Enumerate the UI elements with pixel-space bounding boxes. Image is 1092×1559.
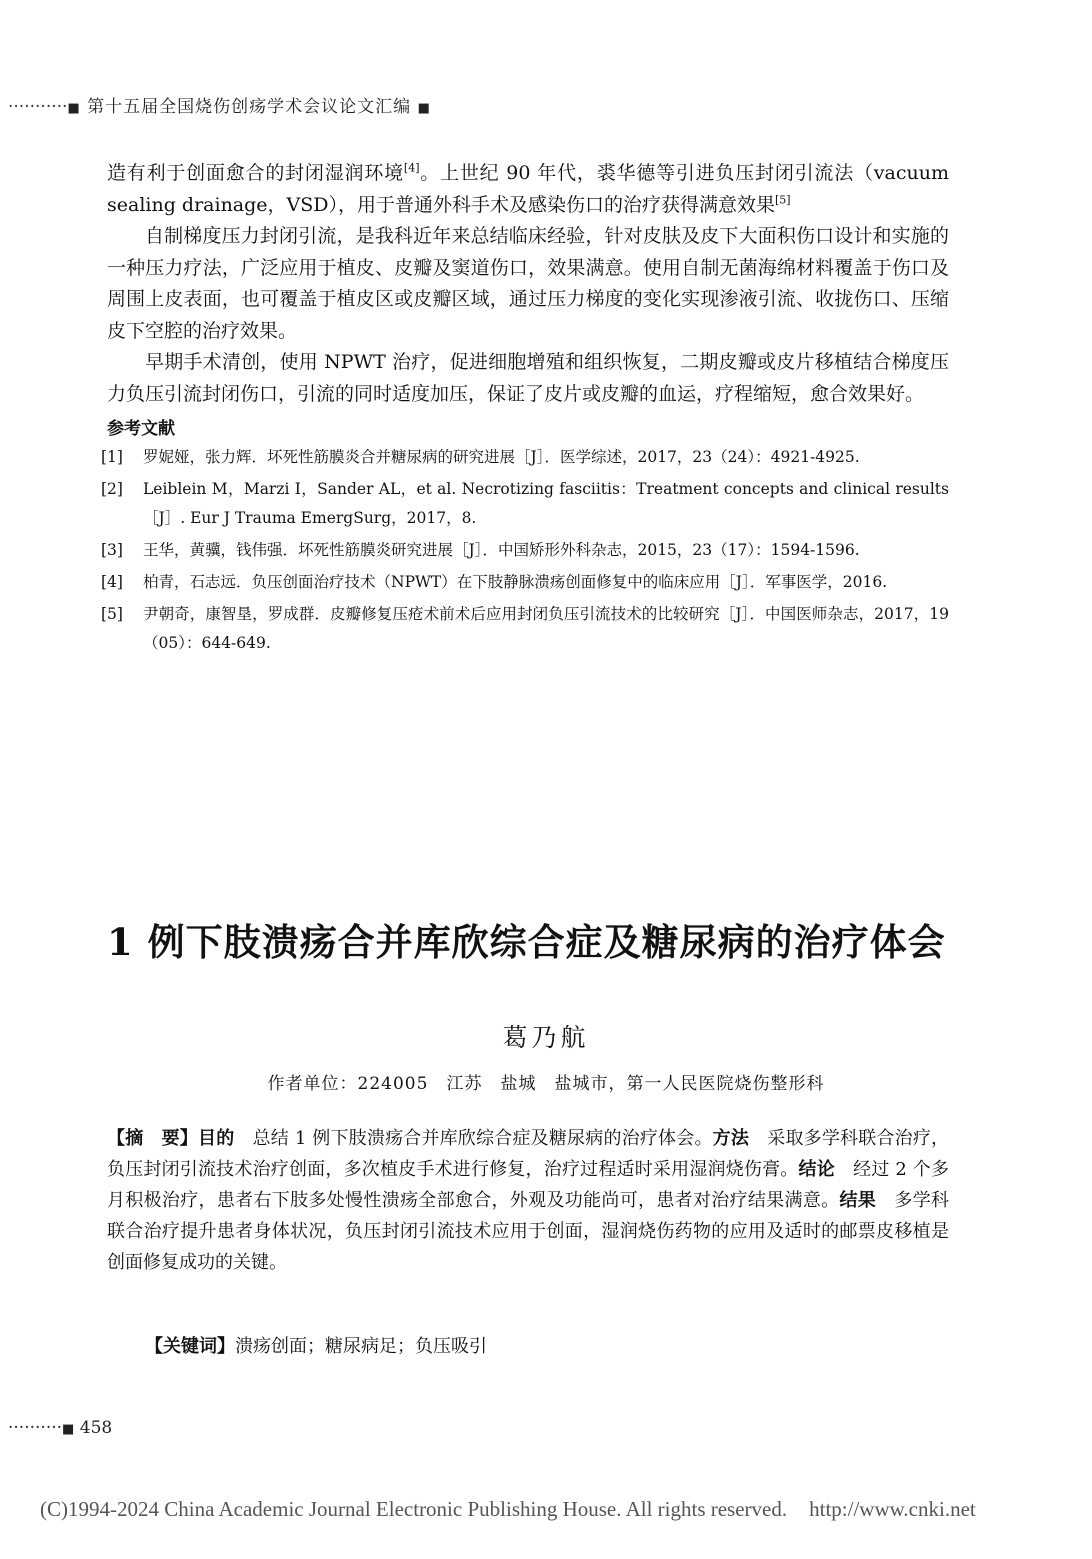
reference-item [101, 568, 949, 597]
paragraph: 早期手术清创，使用 NPWT 治疗，促进细胞增殖和组织恢复，二期皮瓣或皮片移植结合梯度压力负压引流封闭伤口，引流的同时适度加压，保证了皮片或皮瓣的血运，疗程缩短，愈合效果好。 [107, 351, 949, 405]
references-heading: 参考文献 [107, 419, 175, 439]
reference-text: 罗妮娅，张力辉．坏死性筋膜炎合并糖尿病的研究进展［J］．医学综述，2017，23（24）：4921-4925. [143, 448, 860, 466]
abstract-label: 【摘 要】 [107, 1128, 198, 1149]
conclusion-label: 结论 [798, 1159, 835, 1180]
citation: [4] [403, 161, 420, 175]
cnki-link[interactable]: http://www.cnki.net [809, 1497, 976, 1521]
paragraph-text: 。上世纪 90 年代，裘华德等引进负压封闭引流法（vacuum sealing drainage，VSD），用于普通外科手术及感染伤口的治疗获得满意效果 [107, 162, 949, 216]
reference-list [101, 443, 949, 658]
reference-text: 王华，黄骥，钱伟强．坏死性筋膜炎研究进展［J］．中国矫形外科杂志，2015，23（17）：1594-1596. [143, 541, 860, 559]
paragraph-text: 造有利于创面愈合的封闭湿润环境 [107, 162, 404, 184]
reference-text: Leiblein M，Marzi I，Sander AL，et al. Necrotizing fasciitis：Treatment concepts and clinical results［J］. Eur J Trauma EmergSurg，2017，8. [143, 480, 949, 527]
square-bullet-icon: ■ [62, 1422, 75, 1437]
result-label: 结果 [839, 1190, 877, 1211]
reference-number: [2] [101, 480, 123, 498]
objective-label: 目的 [198, 1128, 235, 1149]
author-name: 葛乃航 [502, 1023, 590, 1052]
paragraph: 自制梯度压力封闭引流，是我科近年来总结临床经验，针对皮肤及皮下大面积伤口设计和实施的一种压力疗法，广泛应用于植皮、皮瓣及窦道伤口，效果满意。使用自制无菌海绵材料覆盖于伤口及周围上皮表面，也可覆盖于植皮区或皮瓣区域，通过压力梯度的变化实现渗液引流、收拢伤口、压缩皮下空腔的治疗效果。 [107, 225, 949, 342]
objective-text: 总结 1 例下肢溃疡合并库欣综合症及糖尿病的治疗体会。 [234, 1128, 713, 1149]
method-label: 方法 [712, 1128, 750, 1149]
copyright-notice [40, 1497, 976, 1522]
copyright-text: (C)1994-2024 China Academic Journal Electronic Publishing House. All rights reserved. [40, 1497, 788, 1521]
result-text: 多学科联合治疗提升患者身体状况，负压封闭引流技术应用于创面，湿润烧伤药物的应用及适时的邮票皮移植是创面修复成功的关键。 [107, 1190, 950, 1273]
reference-number: [3] [101, 541, 123, 559]
reference-number: [1] [101, 448, 123, 466]
reference-number: [5] [101, 605, 123, 623]
reference-item [101, 475, 949, 533]
header-dots: ··········· [8, 97, 68, 117]
page-number: 458 [79, 1418, 113, 1438]
citation: [5] [775, 193, 791, 207]
author-affiliation: 作者单位：224005 江苏 盐城 盐城市，第一人民医院烧伤整形科 [267, 1074, 825, 1094]
running-header [8, 92, 431, 117]
reference-text: 柏青，石志远．负压创面治疗技术（NPWT）在下肢静脉溃疡创面修复中的临床应用［J］．军事医学，2016. [143, 573, 888, 591]
keywords-label: 【关键词】 [145, 1336, 235, 1357]
keywords [145, 1332, 487, 1358]
reference-item [101, 443, 949, 472]
keywords-text: 溃疡创面；糖尿病足；负压吸引 [235, 1336, 487, 1357]
header-title: 第十五届全国烧伤创疡学术会议论文汇编 [87, 97, 412, 117]
footer-dots: ·········· [8, 1418, 63, 1438]
page-footer [8, 1418, 112, 1438]
reference-text: 尹朝奇，康智垦，罗成群．皮瓣修复压疮术前术后应用封闭负压引流技术的比较研究［J］．中国医师杂志，2017，19（05）：644-649. [143, 605, 949, 652]
reference-item [101, 600, 949, 658]
article-title: 1 例下肢溃疡合并库欣综合症及糖尿病的治疗体会 [107, 920, 946, 964]
reference-item [101, 536, 949, 565]
paragraph [107, 158, 949, 221]
abstract [107, 1123, 949, 1278]
square-bullet-icon: ■ [67, 101, 81, 116]
reference-number: [4] [101, 573, 123, 591]
body-text [101, 158, 949, 661]
square-bullet-icon: ■ [417, 101, 431, 116]
method-text: 采取多学科联合治疗，负压封闭引流技术治疗创面，多次植皮手术进行修复，治疗过程适时采用湿润烧伤膏。 [107, 1128, 950, 1180]
conclusion-text: 经过 2 个多月积极治疗，患者右下肢多处慢性溃疡全部愈合，外观及功能尚可，患者对治疗结果满意。 [107, 1159, 950, 1211]
